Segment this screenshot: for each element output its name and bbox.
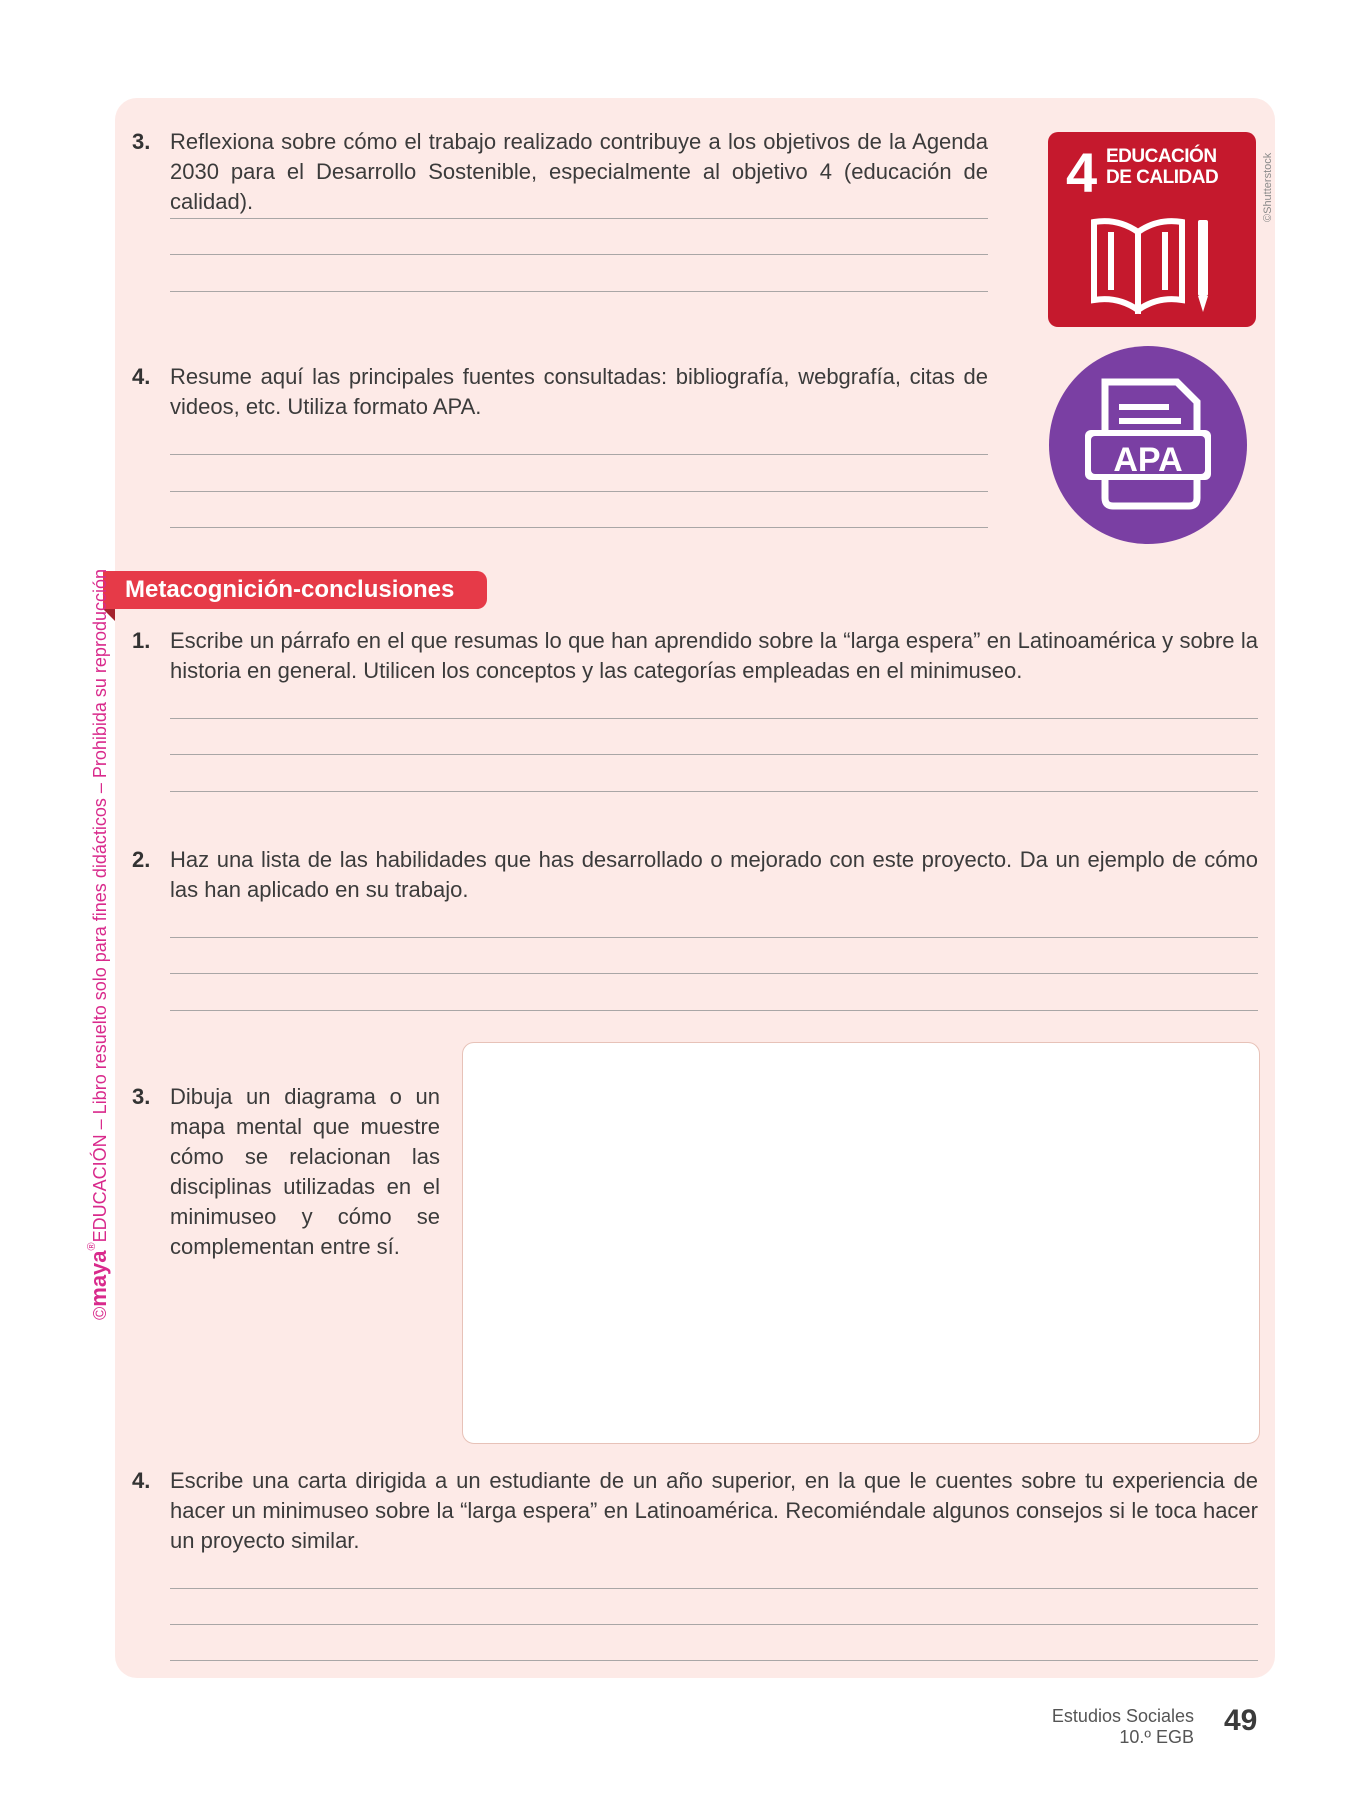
question-number: 2. (132, 847, 151, 872)
sdg-label (1106, 146, 1218, 188)
book-pencil-icon (1088, 214, 1218, 314)
question-number: 3. (132, 1084, 151, 1109)
answer-line[interactable] (170, 973, 1258, 974)
answer-line[interactable] (170, 254, 988, 255)
answer-line[interactable] (170, 1010, 1258, 1011)
question-text: Escribe una carta dirigida a un estudiante de un año superior, en la que le cuentes sobre tu experiencia de hacer un minimuseo sobre la “larga espera” en Latinoamérica. Recomiéndale algunos consejos si le toca hacer un proyecto similar. (170, 1468, 1258, 1553)
section-title: Metacognición-conclusiones (103, 571, 487, 609)
answer-line[interactable] (170, 754, 1258, 755)
sdg-label-line1: EDUCACIÓN (1106, 146, 1217, 167)
page-number: 49 (1224, 1704, 1258, 1737)
sdg-number: 4 (1066, 141, 1098, 204)
question-number: 1. (132, 628, 151, 653)
sdg-label-line2: DE CALIDAD (1106, 167, 1219, 188)
answer-line[interactable] (170, 218, 988, 219)
copyright-symbol: © (90, 1306, 110, 1320)
footer-grade: 10.º EGB (1119, 1727, 1194, 1747)
side-copyright-note (86, 569, 112, 1320)
answer-line[interactable] (170, 791, 1258, 792)
image-credit: ©Shutterstock (1262, 152, 1274, 222)
question-number: 4. (132, 364, 151, 389)
answer-line[interactable] (170, 718, 1258, 719)
answer-line[interactable] (170, 1660, 1258, 1661)
apa-badge (1049, 346, 1247, 544)
answer-line[interactable] (170, 527, 988, 528)
side-note-text: EDUCACIÓN – Libro resuelto solo para fines didácticos – Prohibida su reproducción (90, 569, 110, 1243)
question-text: Escribe un párrafo en el que resumas lo que han aprendido sobre la “larga espera” en Latinoamérica y sobre la historia en general. Utilicen los conceptos y las categorías empleadas en el minimuseo. (170, 628, 1258, 683)
apa-label: APA (1113, 441, 1183, 479)
answer-line[interactable] (170, 454, 988, 455)
brand-logo: maya (86, 1250, 111, 1307)
question-text: Reflexiona sobre cómo el trabajo realizado contribuye a los objetivos de la Agenda 2030 para el Desarrollo Sostenible, especialmente al objetivo 4 (educación de calidad). (170, 129, 988, 214)
question-text: Resume aquí las principales fuentes consultadas: bibliografía, webgrafía, citas de videos, etc. Utiliza formato APA. (170, 364, 988, 419)
question-text: Haz una lista de las habilidades que has desarrollado o mejorado con este proyecto. Da un ejemplo de cómo las han aplicado en su trabajo. (170, 847, 1258, 902)
answer-line[interactable] (170, 1624, 1258, 1625)
question-number: 3. (132, 129, 151, 154)
registered-symbol: ® (86, 1242, 98, 1251)
answer-line[interactable] (170, 1588, 1258, 1589)
question-text: Dibuja un diagrama o un mapa mental que muestre cómo se relacionan las disciplinas utilizadas en el minimuseo y cómo se complementan entre sí. (170, 1084, 440, 1259)
answer-line[interactable] (170, 291, 988, 292)
sdg-4-badge (1048, 132, 1256, 327)
answer-line[interactable] (170, 937, 1258, 938)
question-number: 4. (132, 1468, 151, 1493)
footer-subject: Estudios Sociales (1051, 1706, 1194, 1726)
answer-line[interactable] (170, 491, 988, 492)
drawing-area[interactable] (462, 1042, 1260, 1444)
